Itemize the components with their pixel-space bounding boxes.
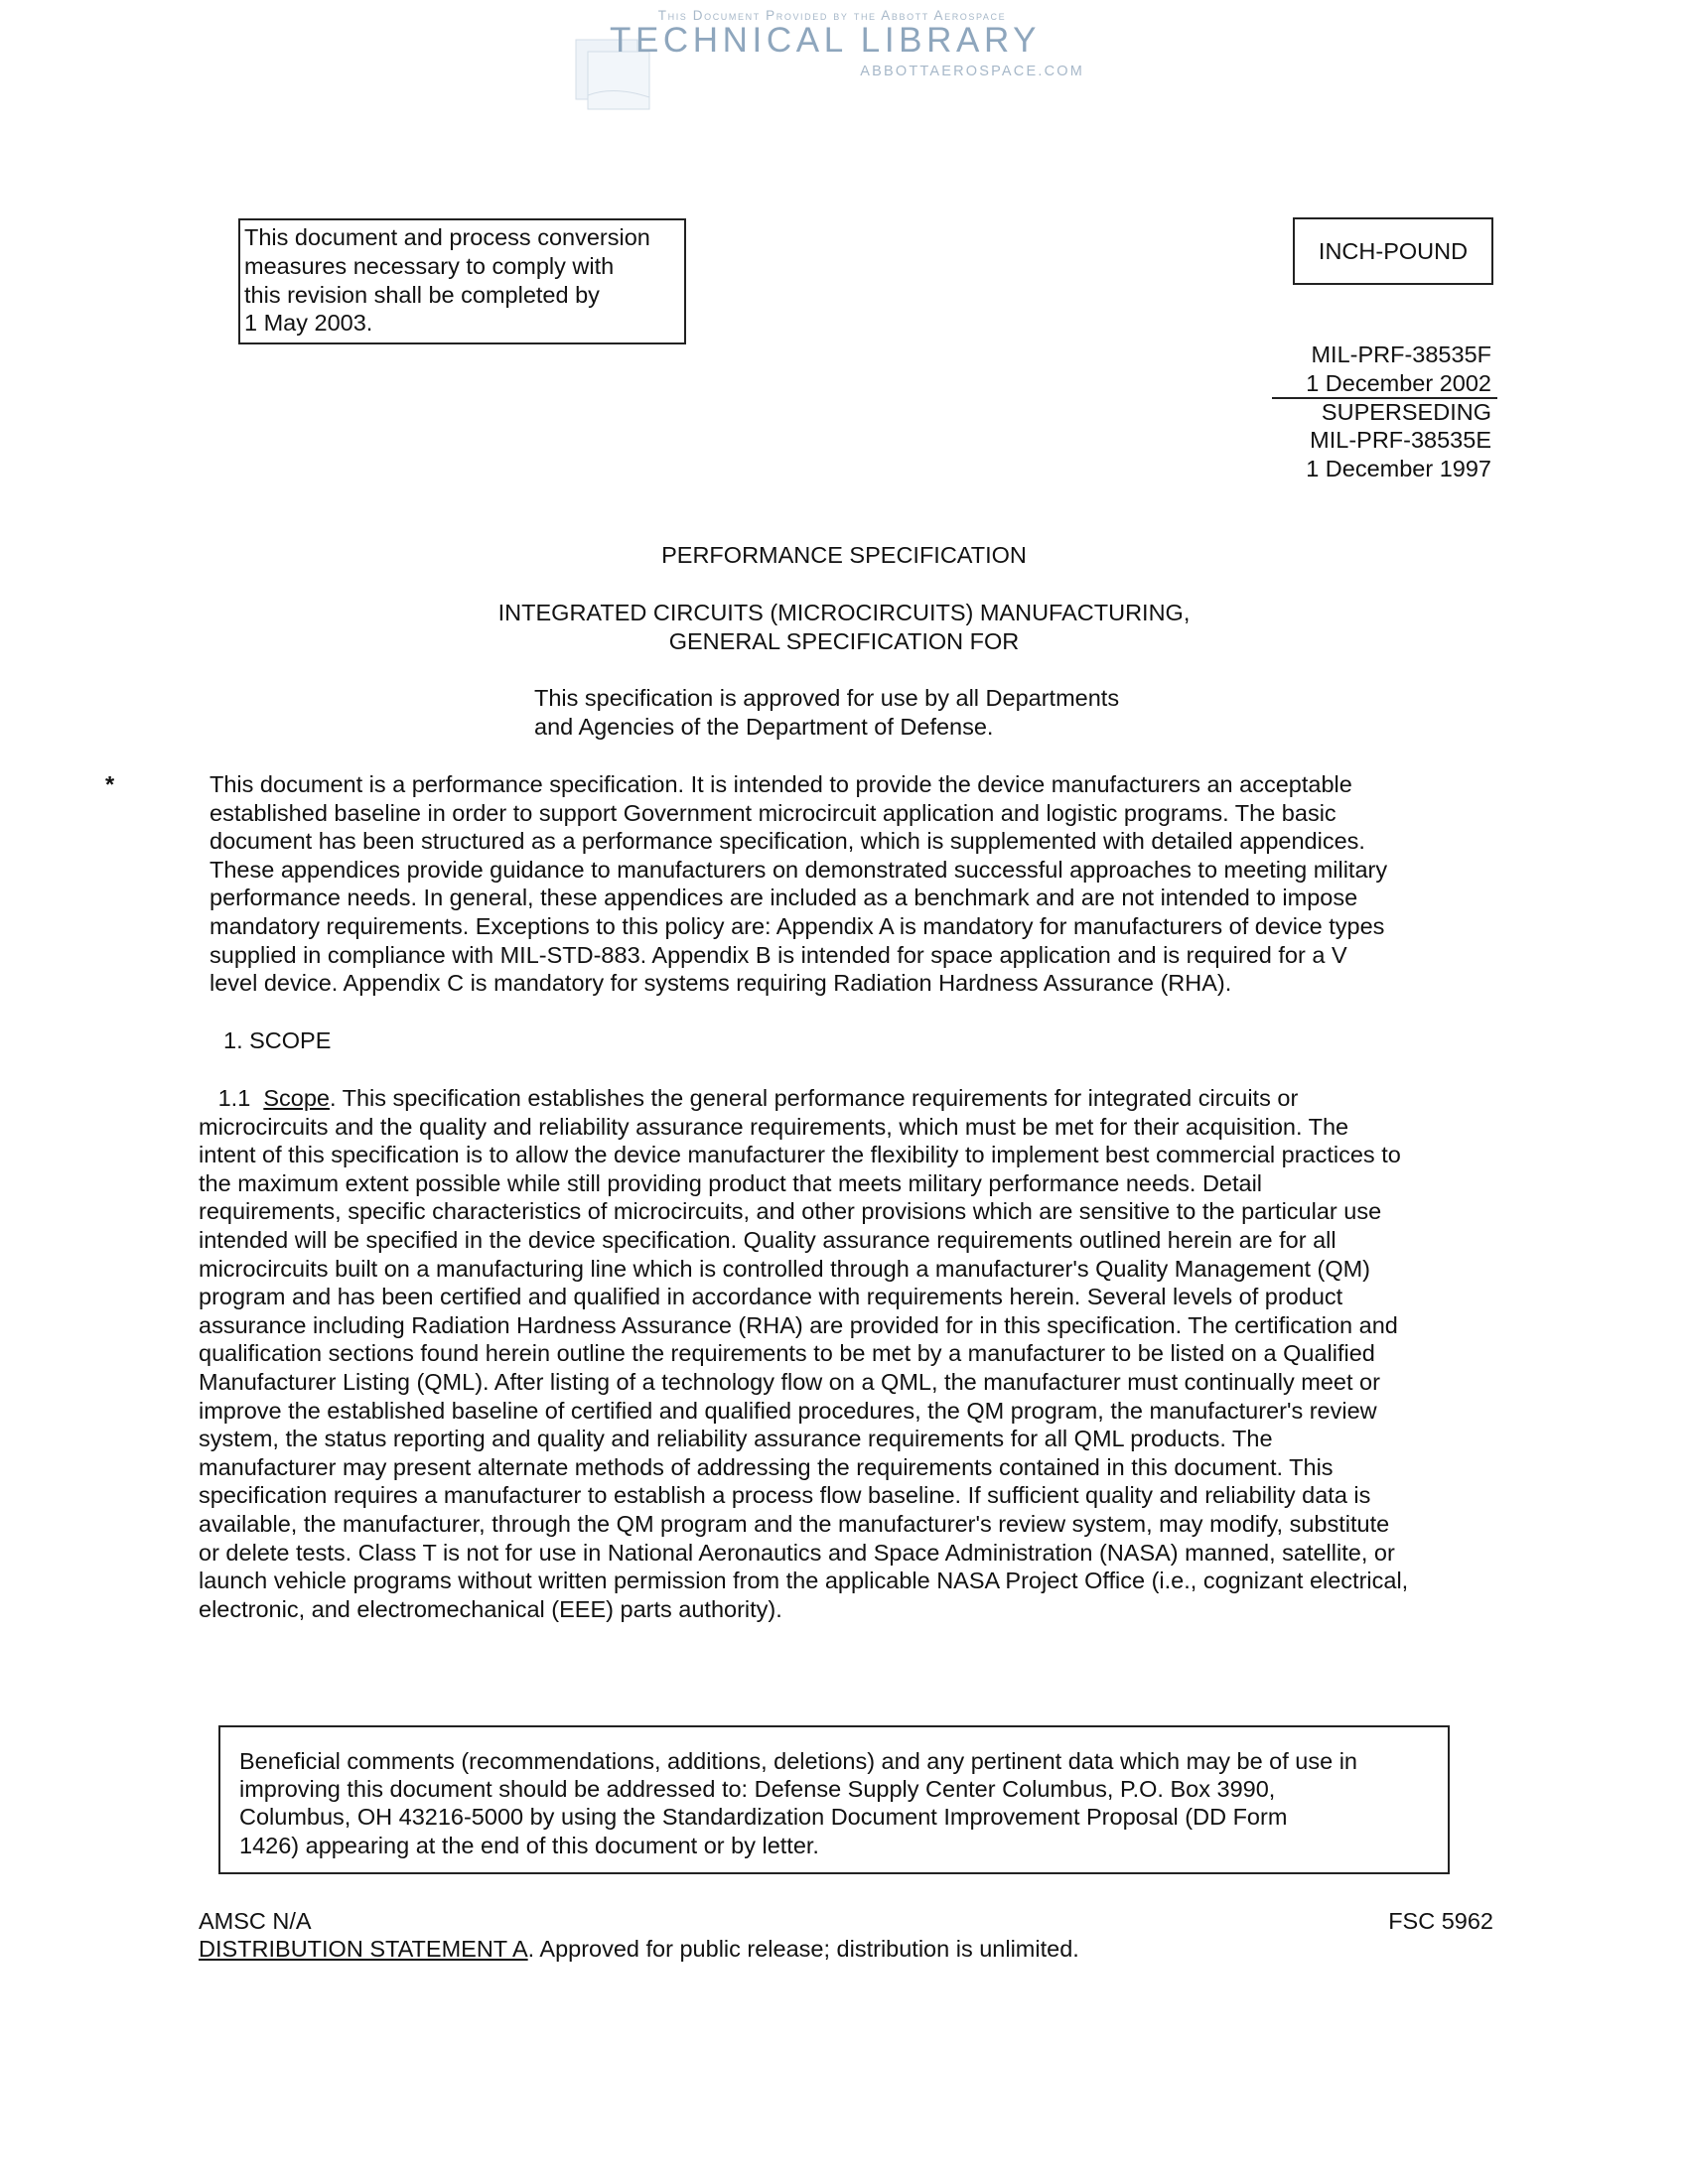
paragraph-line: level device. Appendix C is mandatory for systems requiring Radiation Hardness Assurance (RHA). <box>210 970 1232 997</box>
superseded-number: MIL-PRF-38535E <box>1310 427 1491 454</box>
paragraph-line: These appendices provide guidance to manufacturers on demonstrated successful approaches to meeting military <box>210 856 1388 883</box>
intro-paragraph <box>210 770 1387 998</box>
distribution-label: DISTRIBUTION STATEMENT A <box>199 1936 528 1962</box>
paragraph-line: electronic, and electromechanical (EEE) parts authority). <box>199 1595 782 1622</box>
paragraph-line: mandatory requirements. Exceptions to this policy are: Appendix A is mandatory for manufacturers of device types <box>210 912 1385 939</box>
scope-paragraph <box>199 1084 1408 1623</box>
document-number: MIL-PRF-38535F <box>1311 341 1491 367</box>
paragraph-line: specification requires a manufacturer to establish a process flow baseline. If sufficient quality and reliability data is <box>199 1482 1371 1509</box>
subsection-title: Scope <box>263 1085 330 1111</box>
comments-line: 1426) appearing at the end of this document or by letter. <box>239 1832 819 1858</box>
document-date: 1 December 2002 <box>1306 369 1491 396</box>
notice-line: measures necessary to comply with <box>244 252 615 279</box>
paragraph-line: performance needs. In general, these appendices are included as a benchmark and are not intended to impose <box>210 885 1358 911</box>
change-marker: * <box>105 771 115 797</box>
paragraph-line <box>199 1084 1408 1113</box>
amsc-code: AMSC N/A <box>199 1908 312 1934</box>
watermark-technical-library: TECHNICAL LIBRARY <box>610 21 1042 60</box>
watermark-website: ABBOTTAEROSPACE.COM <box>860 64 1084 79</box>
watermark-provided-by: This Document Provided by the Abbott Aerospace <box>657 8 1007 23</box>
superseded-date: 1 December 1997 <box>1306 456 1491 482</box>
approval-statement <box>534 684 1119 741</box>
notice-line: This document and process conversion <box>244 224 650 250</box>
paragraph-line: intent of this specification is to allow the device manufacturer the flexibility to implement best commercial practices to <box>199 1142 1401 1168</box>
superseding-divider <box>1272 397 1497 399</box>
subsection-number: 1.1 <box>217 1085 251 1111</box>
approval-line: This specification is approved for use by all Departments <box>534 685 1120 711</box>
subsection-first-line: . This specification establishes the general performance requirements for integrated circuits or <box>329 1085 1299 1111</box>
paragraph-line: program and has been certified and qualified in accordance with requirements herein. Several levels of product <box>199 1284 1343 1310</box>
fsc-code: FSC 5962 <box>1388 1908 1493 1934</box>
distribution-statement <box>199 1935 1079 1964</box>
paragraph-line: improve the established baseline of certified and qualified procedures, the QM program, the manufacturer's review <box>199 1397 1377 1424</box>
paragraph-line: assurance including Radiation Hardness Assurance (RHA) are provided for in this specification. The certification and <box>199 1311 1398 1338</box>
paragraph-line: available, the manufacturer, through the QM program and the manufacturer's review system, may modify, substitute <box>199 1510 1390 1537</box>
document-title-line: GENERAL SPECIFICATION FOR <box>668 628 1020 654</box>
notice-line: 1 May 2003. <box>244 310 373 337</box>
comments-line: Columbus, OH 43216-5000 by using the Standardization Document Improvement Proposal (DD Form <box>239 1804 1288 1831</box>
watermark-logo <box>574 4 1090 113</box>
approval-line: and Agencies of the Department of Defense. <box>534 713 994 740</box>
paragraph-line: established baseline in order to support Government microcircuit application and logistic programs. The basic <box>210 799 1336 826</box>
section-heading-scope: 1. SCOPE <box>223 1027 332 1053</box>
distribution-text: . Approved for public release; distribution is unlimited. <box>527 1936 1079 1962</box>
conversion-notice-box <box>238 218 686 344</box>
notice-line: this revision shall be completed by <box>244 281 600 308</box>
measurement-system-box <box>1293 217 1493 285</box>
comments-line: Beneficial comments (recommendations, additions, deletions) and any pertinent data which may be of use in <box>239 1748 1358 1774</box>
paragraph-line: Manufacturer Listing (QML). After listing of a technology flow on a QML, the manufacturer must continually meet or <box>199 1368 1380 1395</box>
superseding-label: SUPERSEDING <box>1321 398 1491 425</box>
paragraph-line: microcircuits built on a manufacturing line which is controlled through a manufacturer's Quality Management (QM) <box>199 1255 1371 1282</box>
paragraph-line: or delete tests. Class T is not for use in National Aeronautics and Space Administration (NASA) manned, satellite, or <box>199 1539 1395 1566</box>
document-identifier <box>1306 341 1491 483</box>
paragraph-line: manufacturer may present alternate methods of addressing the requirements contained in this document. This <box>199 1453 1334 1480</box>
comments-line: improving this document should be addressed to: Defense Supply Center Columbus, P.O. Box 3990, <box>239 1776 1276 1803</box>
paragraph-line: document has been structured as a performance specification, which is supplemented with detailed appendices. <box>210 828 1365 855</box>
paragraph-line: requirements, specific characteristics of microcircuits, and other provisions which are sensitive to the particular use <box>199 1198 1382 1225</box>
spec-type-heading: PERFORMANCE SPECIFICATION <box>661 542 1027 568</box>
paragraph-line: system, the status reporting and quality and reliability assurance requirements for all QML products. The <box>199 1426 1273 1452</box>
document-title-line: INTEGRATED CIRCUITS (MICROCIRCUITS) MANUFACTURING, <box>497 600 1191 625</box>
paragraph-line: microcircuits and the quality and reliability assurance requirements, which must be met for their acquisition. The <box>199 1113 1349 1140</box>
paragraph-line: intended will be specified in the device specification. Quality assurance requirements outlined herein are for all <box>199 1226 1336 1253</box>
paragraph-line: This document is a performance specification. It is intended to provide the device manufacturers an acceptable <box>210 771 1352 797</box>
paragraph-line: the maximum extent possible while still providing product that meets military performance needs. Detail <box>199 1169 1263 1196</box>
paragraph-line: qualification sections found herein outline the requirements to be met by a manufacturer to be listed on a Qualified <box>199 1340 1375 1367</box>
measurement-system-label: INCH-POUND <box>1318 237 1469 264</box>
paragraph-line: launch vehicle programs without written permission from the applicable NASA Project Office (i.e., cognizant electrical, <box>199 1568 1409 1594</box>
paragraph-line: supplied in compliance with MIL-STD-883. Appendix B is intended for space application and is required for a V <box>210 941 1347 968</box>
beneficial-comments-box <box>218 1725 1450 1874</box>
